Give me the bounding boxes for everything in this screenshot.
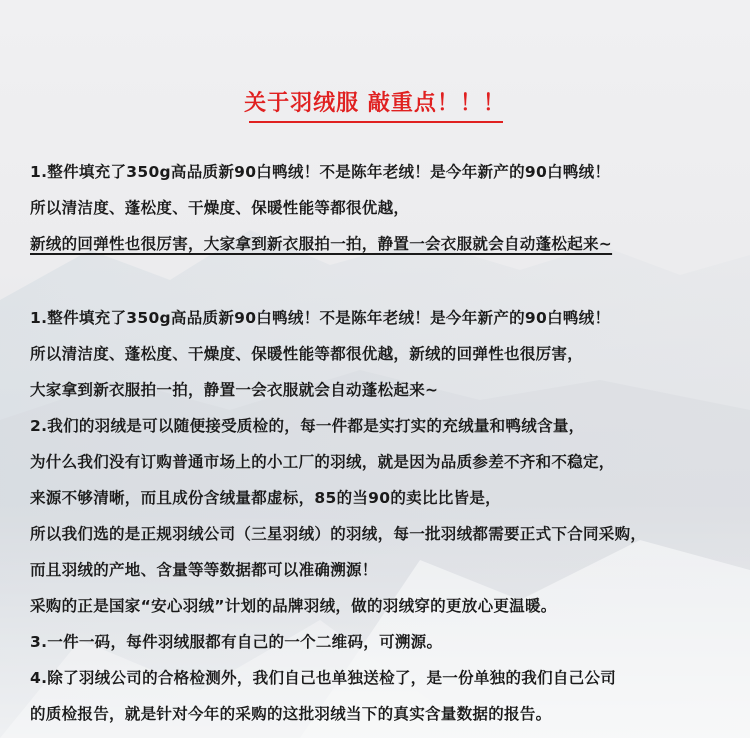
title-underline xyxy=(249,121,503,123)
page-title: 关于羽绒服 敲重点！！！ xyxy=(244,91,506,116)
paragraph-line-underlined: 新绒的回弹性也很厉害，大家拿到新衣服拍一拍，静置一会衣服就会自动蓬松起来~ xyxy=(30,235,613,253)
paragraph-line: 而且羽绒的产地、含量等等数据都可以准确溯源！ xyxy=(30,561,378,579)
paragraph-line: 的质检报告，就是针对今年的采购的这批羽绒当下的真实含量数据的报告。 xyxy=(30,705,552,723)
paragraph-line: 2.我们的羽绒是可以随便接受质检的，每一件都是实打实的充绒量和鸭绒含量， xyxy=(30,417,585,435)
paragraph-line: 采购的正是国家“安心羽绒”计划的品牌羽绒，做的羽绒穿的更放心更温暖。 xyxy=(30,597,557,615)
paragraph-line: 1.整件填充了350g高品质新90白鸭绒！不是陈年老绒！是今年新产的90白鸭绒！ xyxy=(30,163,611,181)
paragraph-line: 4.除了羽绒公司的合格检测外，我们自己也单独送检了，是一份单独的我们自己公司 xyxy=(30,669,617,687)
paragraph-line: 所以我们选的是正规羽绒公司（三星羽绒）的羽绒，每一批羽绒都需要正式下合同采购， xyxy=(30,525,647,543)
paragraph-line: 大家拿到新衣服拍一拍，静置一会衣服就会自动蓬松起来~ xyxy=(30,381,439,399)
paragraph-line: 来源不够清晰，而且成份含绒量都虚标，85的当90的卖比比皆是， xyxy=(30,489,501,507)
paragraph-line: 所以清洁度、蓬松度、干燥度、保暖性能等都很优越，新绒的回弹性也很厉害， xyxy=(30,345,584,363)
paragraph-line: 3.一件一码，每件羽绒服都有自己的一个二维码，可溯源。 xyxy=(30,633,443,651)
paragraph-line: 所以清洁度、蓬松度、干燥度、保暖性能等都很优越， xyxy=(30,199,410,217)
paragraph-line: 1.整件填充了350g高品质新90白鸭绒！不是陈年老绒！是今年新产的90白鸭绒！ xyxy=(30,309,611,327)
paragraph-line: 为什么我们没有订购普通市场上的小工厂的羽绒，就是因为品质参差不齐和不稳定， xyxy=(30,453,615,471)
